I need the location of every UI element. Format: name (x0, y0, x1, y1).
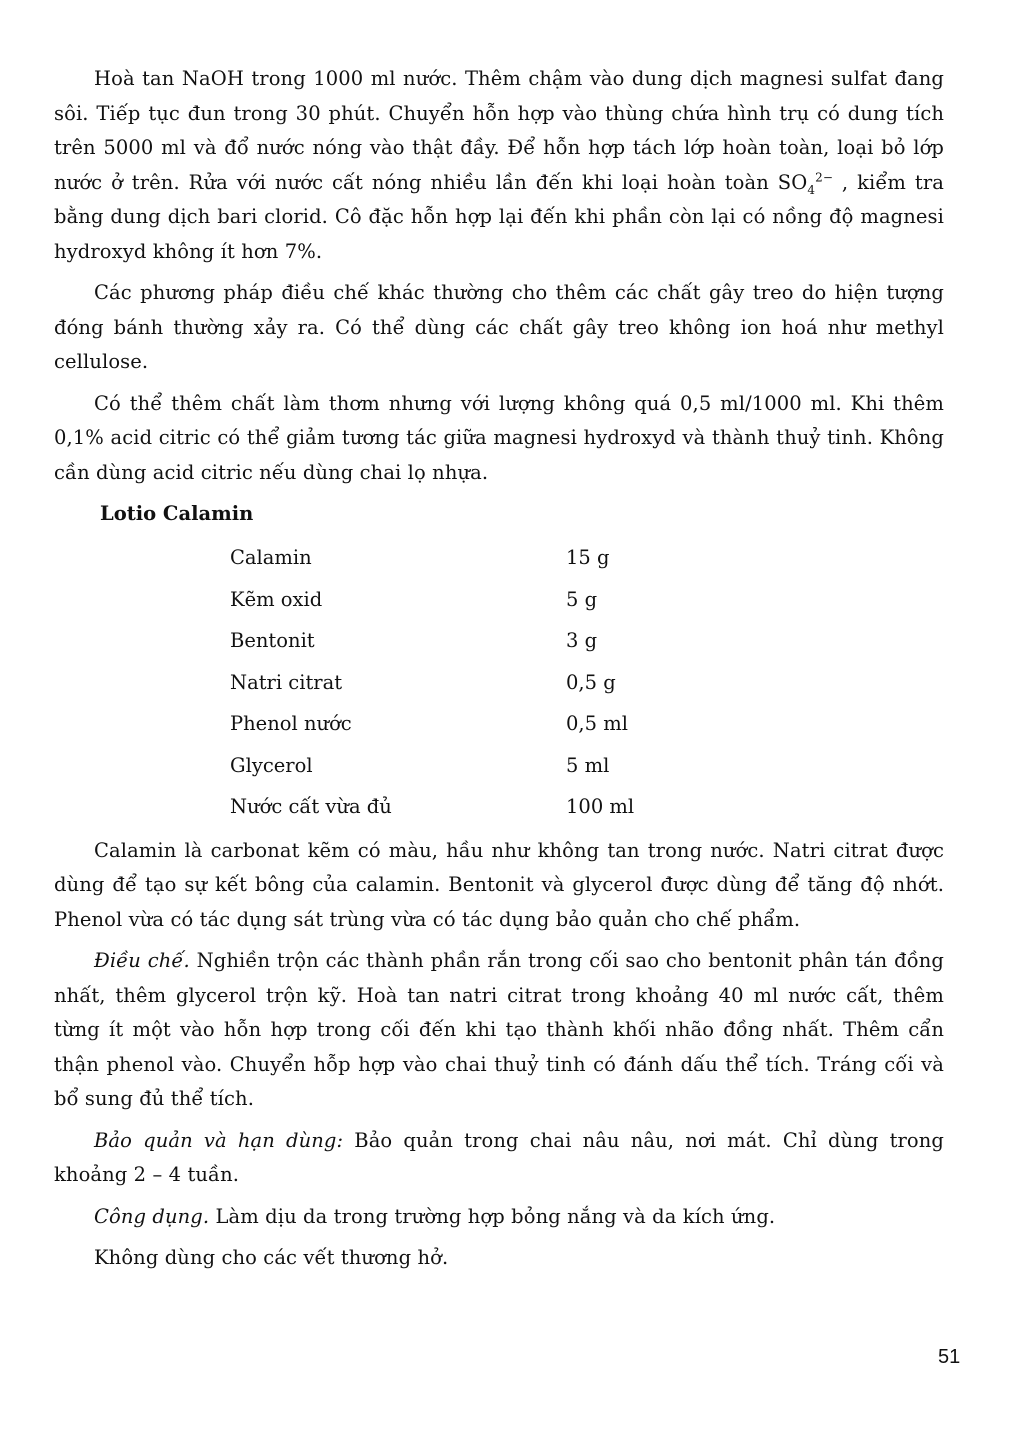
ingredient-name: Phenol nước (230, 712, 352, 735)
storage-text: Bảo quản trong chai nâu nâu, nơi mát. Chỉ dùng trong khoảng 2 – 4 tuần. (54, 1128, 945, 1186)
preparation-label: Điều chế. (94, 949, 190, 972)
paragraph-usage (54, 1200, 944, 1235)
ingredient-row (230, 579, 944, 621)
sulfate-formula: $SO_4^{2-}$ (777, 170, 833, 197)
ingredient-row (230, 703, 944, 745)
ingredient-name: Calamin (230, 546, 312, 569)
ingredient-amount: 0,5 ml (566, 712, 628, 735)
ingredient-amount: 5 g (566, 587, 598, 611)
paragraph-warning: Không dùng cho các vết thương hở. (94, 1246, 449, 1269)
ingredient-name: Bentonit (230, 629, 315, 652)
recipe-title: Lotio Calamin (100, 502, 254, 525)
paragraph-flavoring: Có thể thêm chất làm thơm nhưng với lượng không quá 0,5 ml/1000 ml. Khi thêm 0,1% acid citric có thể giảm tương tác giữa magnesi hydroxyd và thành thuỷ tinh. Không cần dùng acid citric nếu dùng chai lọ nhựa. (54, 391, 944, 484)
ingredient-amount: 0,5 g (566, 670, 616, 694)
paragraph-other-methods: Các phương pháp điều chế khác thường cho thêm các chất gây treo do hiện tượng đóng bánh thường xảy ra. Có thể dùng các chất gây treo không ion hoá như methyl cellulose. (54, 281, 944, 373)
ingredient-name: Kẽm oxid (230, 587, 323, 611)
paragraph-storage (54, 1124, 944, 1193)
ingredient-row (230, 662, 944, 704)
ingredient-amount: 15 g (566, 546, 610, 569)
ingredient-row (230, 620, 944, 662)
storage-label: Bảo quản và hạn dùng: (94, 1128, 344, 1152)
paragraph-text: , kiểm tra bằng dung dịch bari clorid. Cô đặc hỗn hợp lại đến khi phần còn lại có nồng độ magnesi hydroxyd không ít hơn 7%. (54, 170, 944, 263)
ingredient-row (230, 745, 944, 787)
ingredient-row (230, 786, 944, 828)
ingredient-name: Nước cất vừa đủ (230, 795, 392, 818)
ingredient-row (230, 537, 944, 579)
ingredient-amount: 5 ml (566, 753, 610, 777)
recipe-ingredients (230, 537, 944, 828)
usage-label: Công dụng. (94, 1204, 210, 1228)
ingredient-amount: 3 g (566, 629, 598, 652)
ingredient-name: Glycerol (230, 753, 313, 777)
page-content (54, 62, 944, 1283)
paragraph-magnesi-preparation (54, 62, 944, 269)
paragraph-preparation (54, 944, 944, 1117)
paragraph-text: Hoà tan NaOH trong 1000 ml nước. Thêm chậm vào dung dịch magnesi sulfat đang sôi. Tiếp tục đun trong 30 phút. Chuyển hỗn hợp vào thùng chứa hình trụ có dung tích trên 5000 ml và đổ nước nóng vào thật đầy. Để hỗn hợp tách lớp hoàn toàn, loại bỏ lớp nước ở trên. Rửa với nước cất nóng nhiều lần đến khi loại hoàn toàn (54, 67, 944, 194)
ingredient-name: Natri citrat (230, 670, 343, 694)
usage-text: Làm dịu da trong trường hợp bỏng nắng và da kích ứng. (209, 1204, 776, 1228)
page-number: 51 (938, 1346, 961, 1368)
ingredient-amount: 100 ml (566, 795, 635, 818)
preparation-text: Nghiền trộn các thành phần rắn trong cối sao cho bentonit phân tán đồng nhất, thêm glycerol trộn kỹ. Hoà tan natri citrat trong khoảng 40 ml nước cất, thêm từng ít một vào hỗn hợp trong cối đến khi tạo thành khối nhão đồng nhất. Thêm cẩn thận phenol vào. Chuyển hỗp hợp vào chai thuỷ tinh có đánh dấu thể tích. Tráng cối và bổ sung đủ thể tích. (54, 949, 944, 1110)
paragraph-calamin-description: Calamin là carbonat kẽm có màu, hầu như không tan trong nước. Natri citrat được dùng để tạo sự kết bông của calamin. Bentonit và glycerol được dùng để tăng độ nhớt. Phenol vừa có tác dụng sát trùng vừa có tác dụng bảo quản cho chế phẩm. (54, 838, 944, 931)
